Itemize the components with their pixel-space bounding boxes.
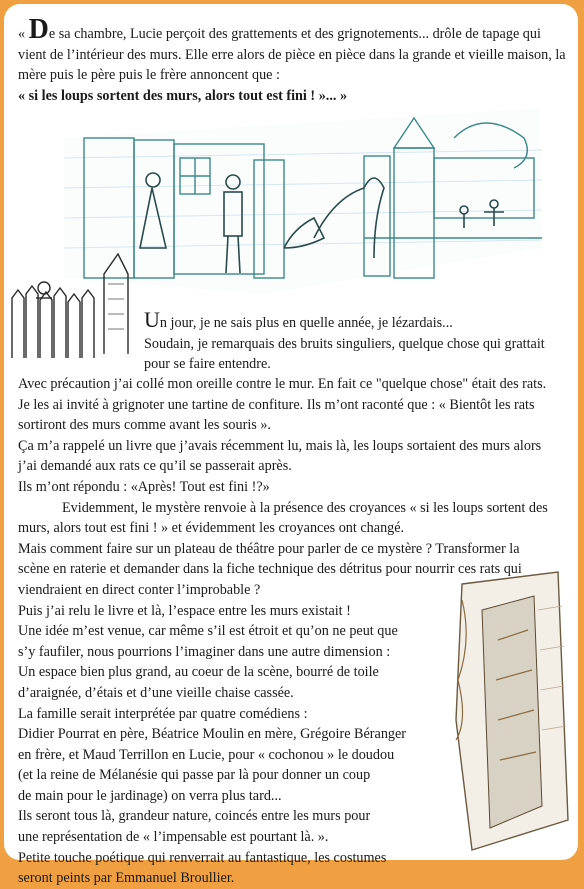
text-line: s’y faufiler, nous pourrions l’imaginer dans une autre dimension : [18,643,391,660]
text-line: Didier Pourrat en père, Béatrice Moulin en mère, Grégoire Béranger [18,726,407,743]
paragraph-line: Soudain, je remarquais des bruits singuliers, quelque chose qui grattait [144,335,545,352]
intro-paragraph [18,14,570,106]
text-line: Une idée m’est venue, car même s’il est étroit et qu’on ne peut que [18,623,398,640]
text-line: j’ai demandé aux rats ce qu’il se passerait après. [18,458,292,475]
first-paragraph [144,307,564,375]
text-line: sortiront des murs comme avant les souris ». [18,417,271,434]
text-line: Mais comment faire sur un plateau de théâtre pour parler de ce mystère ? Transformer la [18,540,520,557]
text-line: seront peints par Emmanuel Broullier. [18,870,235,887]
paragraph-line: pour se faire entendre. [144,356,271,373]
text-line: scène en raterie et demander dans la fiche technique des détritus pour nourrir ces rats qui [18,561,522,578]
paragraph-line: n jour, je ne sais plus en quelle année, je lézardais... [159,315,453,331]
text-line: d’araignée, d’étais et d’une vieille chaise cassée. [18,684,294,701]
text-line: en frère, et Maud Terrillon en Lucie, pour « cochonou » le doudou [18,746,395,763]
text-line: La famille serait interprétée par quatre comédiens : [18,705,308,722]
text-line: une représentation de « l’impensable est pourtant là. ». [18,829,329,846]
intro-quote: « si les loups sortent des murs, alors tout est fini ! »... » [18,87,348,104]
paragraph-initial: U [144,307,160,332]
text-line: (et la reine de Mélanésie qui passe par là pour donner un coup [18,767,371,784]
page [4,4,578,887]
intro-text: e sa chambre, Lucie perçoit des grattements et des grignotements... drôle de tapage qui vient de l’intérieur des murs. Elle erre alors de pièce en pièce dans la grande et vieille maison, la mère puis le père puis le frère annoncent que : [18,26,566,84]
text-line: Ça m’a rappelé un livre que j’avais récemment lu, mais là, les loups sortaient des murs alors [18,437,542,454]
text-line: Avec précaution j’ai collé mon oreille contre le mur. En fait ce "quelque chose" était des rats. [18,376,547,392]
body-text [18,374,568,889]
text-line: Petite touche poétique qui renverrait au fantastique, les costumes [18,849,387,866]
text-line: Ils m’ont répondu : «Après! Tout est fini !?» [18,478,270,495]
text-line: viendraient en direct conter l’improbable ? [18,581,261,598]
drop-cap: D [28,14,49,45]
text-line: Puis j’ai relu le livre et là, l’espace entre les murs existait ! [18,602,351,619]
text-line: de main pour le jardinage) on verra plus tard... [18,787,282,804]
illustration-fence-figure [8,244,148,358]
text-line: murs, alors tout est fini ! » et évidemment les croyances ont changé. [18,520,405,537]
text-line: Un espace bien plus grand, au coeur de la scène, bourré de toile [18,664,379,681]
text-line: Evidemment, le mystère renvoie à la présence des croyances « si les loups sortent des [62,499,548,516]
open-quote: « [18,26,29,42]
text-line: Ils seront tous là, grandeur nature, coincés entre les murs pour [18,808,371,825]
text-line: Je les ai invité à grignoter une tartine de confiture. Ils m’ont raconté que : « Bientôt les rats [18,396,535,413]
